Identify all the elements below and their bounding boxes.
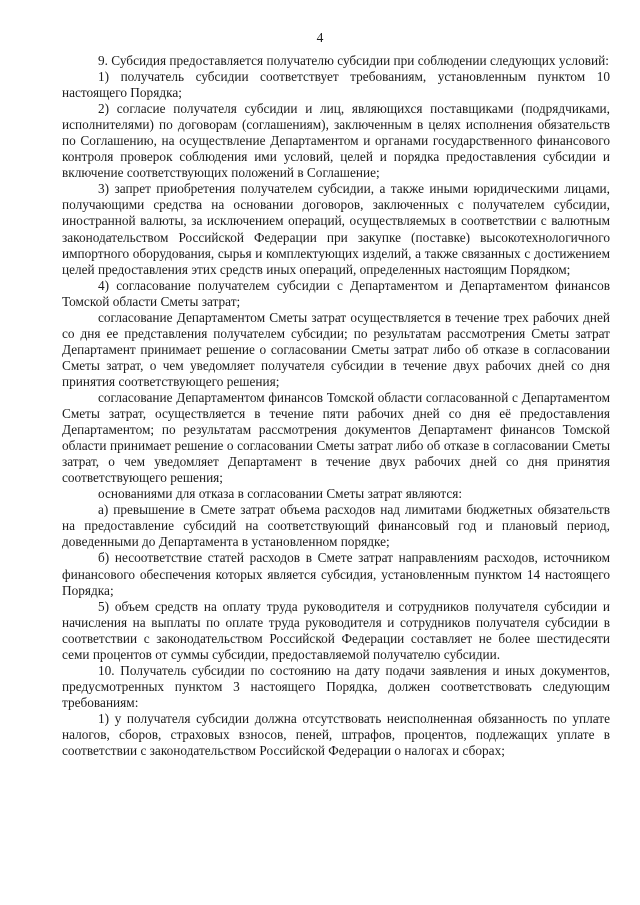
paragraph-condition-5: 5) объем средств на оплату труда руководителя и сотрудников получателя субсидии и начисления на выплаты по оплате труда руководителя и сотрудников получателя субсидии в соответствии с законодательством Российской Федерации составляет не более шестидесяти семи процентов от суммы субсидии, предоставляемой получателю субсидии.	[62, 598, 610, 662]
paragraph-condition-4: 4) согласование получателем субсидии с Департаментом и Департаментом финансов Томской области Сметы затрат;	[62, 277, 610, 309]
paragraph-requirement-1: 1) у получателя субсидии должна отсутствовать неисполненная обязанность по уплате налогов, сборов, страховых взносов, пеней, штрафов, процентов, подлежащих уплате в соответствии с законодательством Российской Федерации о налогах и сборах;	[62, 710, 610, 759]
page-number: 4	[316, 30, 324, 45]
paragraph-condition-1: 1) получатель субсидии соответствует требованиям, установленным пунктом 10 настоящего Порядка;	[62, 69, 610, 101]
paragraph-refusal-grounds: основаниями для отказа в согласовании Сметы затрат являются:	[98, 486, 463, 502]
paragraph-finance-department-approval: согласование Департаментом финансов Томской области согласованной с Департаментом Сметы затрат, осуществляется в течение пяти рабочих дней со дня её предоставления Департаментом; по результатам рассмотрения документов Департамент финансов Томской области принимает решение о согласовании Сметы затрат либо об отказе в согласовании Сметы затрат, о чем уведомляет Департамент в течение двух рабочих дней со дня принятия соответствующего решения;	[62, 389, 610, 486]
paragraph-department-approval: согласование Департаментом Сметы затрат осуществляется в течение трех рабочих дней со дня ее представления получателем субсидии; по результатам рассмотрения Сметы затрат Департамент принимает решение о согласовании Сметы затрат либо об отказе в согласовании Сметы затрат, о чем уведомляет получателя субсидии в течение двух рабочих дней со дня принятия соответствующего решения;	[62, 309, 610, 389]
document-body	[62, 53, 610, 759]
paragraph-condition-3: 3) запрет приобретения получателем субсидии, а также иными юридическими лицами, получающими средства на основании договоров, заключенных с получателем субсидии, иностранной валюты, за исключением операций, осуществляемых в соответствии с валютным законодательством Российской Федерации при закупке (поставке) высокотехнологичного импортного оборудования, сырья и комплектующих изделий, а также связанных с достижением целей предоставления этих средств иных операций, определенных настоящим Порядком;	[62, 181, 610, 277]
paragraph-condition-2: 2) согласие получателя субсидии и лиц, являющихся поставщиками (подрядчиками, исполнителями) по договорам (соглашениям), заключенным в целях исполнения обязательств по Соглашению, на осуществление Департаментом и органами государственного финансового контроля проверок соблюдения ими условий, целей и порядка предоставления субсидии и включение соответствующих положений в Соглашение;	[62, 101, 610, 181]
paragraph-refusal-ground-b: б) несоответствие статей расходов в Смете затрат направлениям расходов, источником финансового обеспечения которых является субсидия, установленным пунктом 14 настоящего Порядка;	[62, 550, 610, 598]
paragraph-9-subsidy-conditions: 9. Субсидия предоставляется получателю субсидии при соблюдении следующих условий:	[98, 53, 609, 68]
paragraph-refusal-ground-a: а) превышение в Смете затрат объема расходов над лимитами бюджетных обязательств на предоставление субсидий на соответствующий финансовый год и плановый период, доведенными до Департамента в установленном порядке;	[62, 502, 610, 550]
paragraph-10-requirements: 10. Получатель субсидии по состоянию на дату подачи заявления и иных документов, предусмотренных пунктом 3 настоящего Порядка, должен соответствовать следующим требованиям:	[62, 662, 610, 710]
